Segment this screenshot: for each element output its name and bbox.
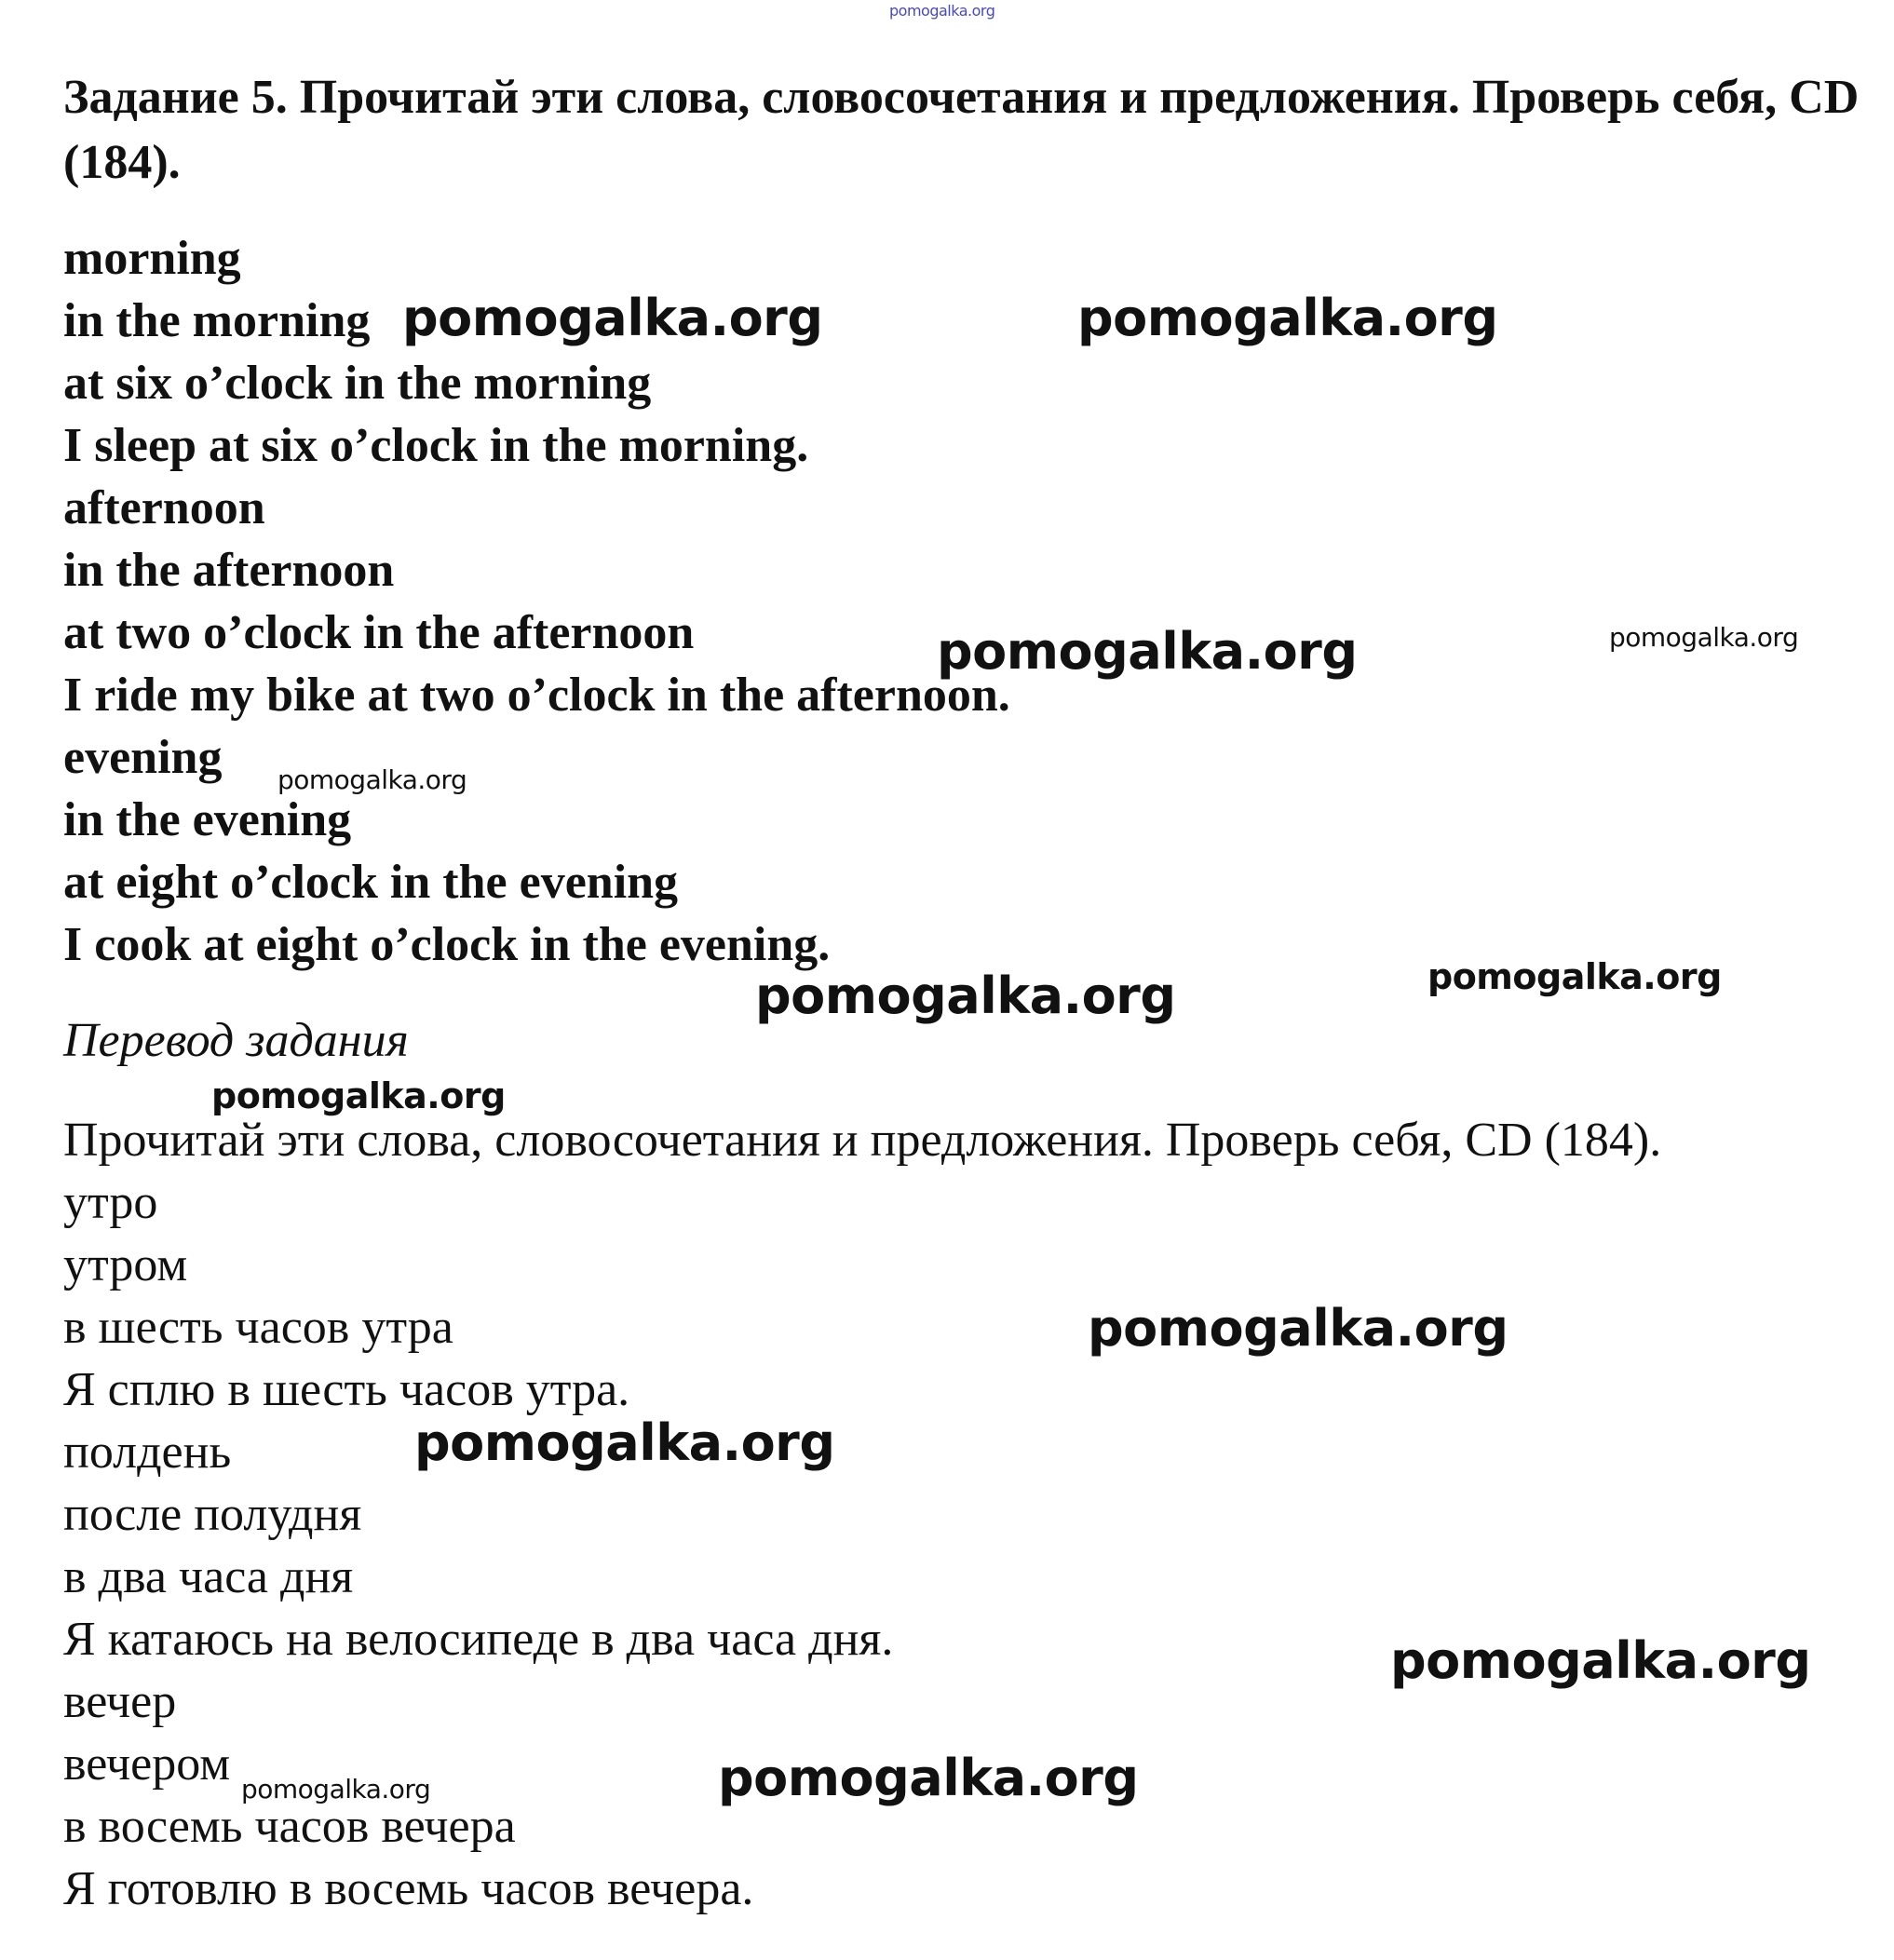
watermark: pomogalka.org: [211, 1075, 506, 1116]
russian-line: после полудня: [63, 1488, 362, 1541]
russian-line: в два часа дня: [63, 1550, 354, 1603]
watermark: pomogalka.org: [241, 1774, 431, 1805]
english-line: I cook at eight o’clock in the evening.: [63, 918, 831, 971]
watermark: pomogalka.org: [718, 1749, 1139, 1807]
watermark: pomogalka.org: [1077, 289, 1498, 347]
watermark: pomogalka.org: [1088, 1299, 1508, 1358]
task-title: Задание 5. Прочитай эти слова, словосочетания и предложения. Проверь себя, CD (184).: [63, 71, 1860, 189]
english-line: morning: [63, 232, 241, 285]
russian-line: утром: [63, 1238, 188, 1291]
english-line: in the morning: [63, 294, 371, 347]
english-line: in the evening: [63, 793, 352, 846]
translation-heading: Перевод задания: [63, 1014, 409, 1067]
russian-translation-list: [63, 1171, 893, 1920]
watermark: pomogalka.org: [277, 764, 467, 795]
english-line: evening: [63, 731, 223, 784]
watermark: pomogalka.org: [1427, 956, 1722, 997]
english-line: at eight o’clock in the evening: [63, 856, 679, 909]
watermark: pomogalka.org: [937, 622, 1358, 681]
russian-line: вечером: [63, 1737, 231, 1791]
russian-line: Я катаюсь на велосипеде в два часа дня.: [63, 1613, 894, 1666]
russian-line: в восемь часов вечера: [63, 1800, 516, 1853]
russian-line: Я сплю в шесть часов утра.: [63, 1363, 630, 1416]
russian-line: Я готовлю в восемь часов вечера.: [63, 1862, 754, 1915]
watermark: pomogalka.org: [414, 1413, 835, 1472]
watermark: pomogalka.org: [755, 966, 1176, 1025]
english-line: at six o’clock in the morning: [63, 357, 652, 410]
english-line: afternoon: [63, 481, 265, 534]
russian-line: вечер: [63, 1675, 177, 1728]
english-line: in the afternoon: [63, 544, 395, 597]
watermark: pomogalka.org: [1390, 1631, 1811, 1690]
watermark: pomogalka.org: [1609, 622, 1799, 653]
russian-line: в шесть часов утра: [63, 1301, 453, 1354]
english-line: at two o’clock in the afternoon: [63, 606, 695, 659]
english-line: I ride my bike at two o’clock in the afternoon.: [63, 669, 1010, 722]
translation-instruction: Прочитай эти слова, словосочетания и предложения. Проверь себя, CD (184).: [63, 1114, 1662, 1167]
watermark: pomogalka.org: [402, 289, 823, 347]
russian-line: полдень: [63, 1426, 232, 1479]
watermark: pomogalka.org: [889, 2, 995, 20]
english-line: I sleep at six o’clock in the morning.: [63, 419, 809, 472]
russian-line: утро: [63, 1176, 158, 1229]
